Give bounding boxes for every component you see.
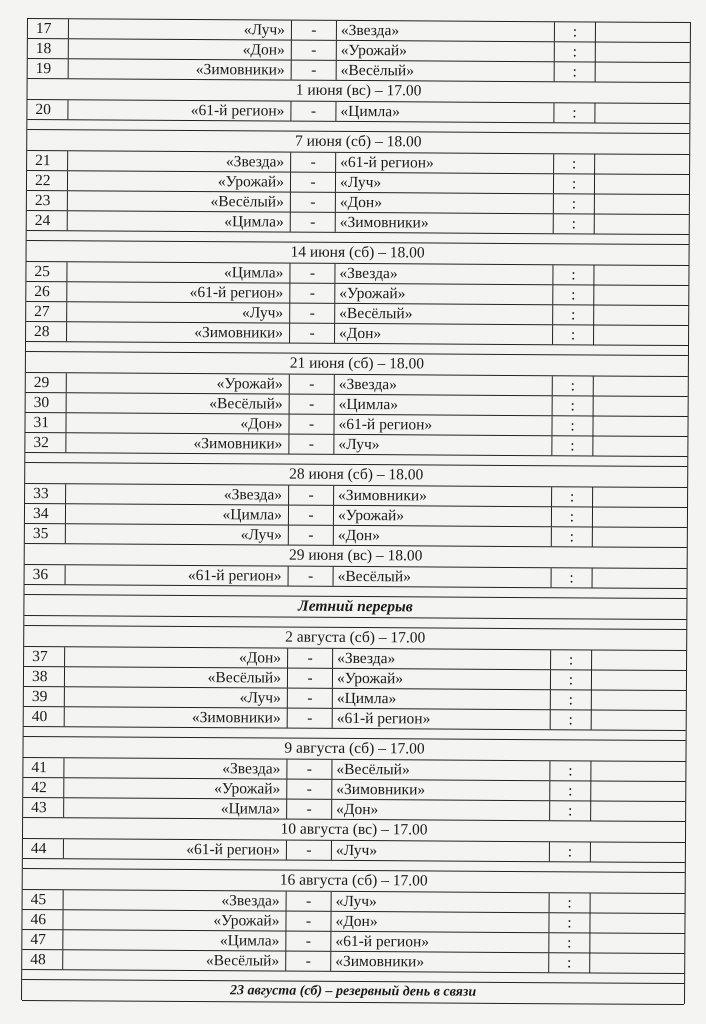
versus-dash: - <box>289 375 334 394</box>
home-team: «Зимовники» <box>64 707 287 727</box>
match-number: 17 <box>35 20 52 38</box>
score-cell: : <box>552 396 593 415</box>
match-number: 39 <box>31 688 48 706</box>
home-team: «Цимла» <box>63 798 286 818</box>
home-team: «61-й регион» <box>63 839 286 859</box>
versus-dash: - <box>289 304 334 323</box>
versus-dash: - <box>285 932 330 951</box>
away-team: «61-й регион» <box>335 153 553 173</box>
schedule-table <box>21 18 691 1004</box>
versus-dash: - <box>288 486 333 505</box>
note-cell <box>591 690 686 710</box>
note-cell <box>594 103 689 123</box>
match-number: 22 <box>34 172 51 190</box>
date-header: 29 июня (вс) – 18.00 <box>25 543 687 568</box>
home-team: «Зимовники» <box>68 59 291 79</box>
away-team: «Луч» <box>335 173 553 193</box>
date-header: 1 июня (вс) – 17.00 <box>28 78 690 103</box>
score-cell: : <box>554 22 595 41</box>
home-team: «Дон» <box>64 647 287 667</box>
home-team: «Луч» <box>68 19 291 39</box>
versus-dash: - <box>288 526 333 545</box>
home-team: «Цимла» <box>65 504 288 524</box>
versus-dash: - <box>289 284 334 303</box>
away-team: «Луч» <box>331 892 549 912</box>
note-cell <box>590 893 685 913</box>
score-cell: : <box>548 913 589 932</box>
note-cell <box>590 781 685 801</box>
away-team: «Урожай» <box>336 41 554 61</box>
score-cell: : <box>551 568 592 587</box>
note-cell <box>594 214 689 234</box>
match-number: 47 <box>30 931 46 949</box>
match-number: 37 <box>32 648 48 666</box>
score-cell: : <box>552 376 593 395</box>
away-team: «Зимовники» <box>335 213 553 233</box>
note-cell <box>589 913 684 933</box>
home-team: «Луч» <box>65 524 288 544</box>
home-team: «Луч» <box>64 687 287 707</box>
note-cell <box>595 42 690 62</box>
date-header: 14 июня (сб) – 18.00 <box>27 240 689 265</box>
note-cell <box>592 507 687 527</box>
date-header: 2 августа (сб) – 17.00 <box>24 625 686 650</box>
match-number: 31 <box>33 414 50 432</box>
match-number: 35 <box>32 525 49 543</box>
match-number: 33 <box>33 485 49 503</box>
home-team: «Урожай» <box>63 778 286 798</box>
versus-dash: - <box>290 213 335 232</box>
home-team: «Весёлый» <box>67 191 290 211</box>
match-number: 40 <box>31 708 48 726</box>
away-team: «Зимовники» <box>331 780 549 800</box>
score-cell: : <box>549 893 590 912</box>
home-team: «Звезда» <box>67 151 290 171</box>
note-cell <box>591 710 686 730</box>
versus-dash: - <box>290 173 335 192</box>
score-cell: : <box>553 103 594 122</box>
score-cell: : <box>551 507 592 526</box>
note-cell <box>593 305 688 325</box>
home-team: «Звезда» <box>65 484 288 504</box>
score-cell: : <box>548 933 589 952</box>
score-cell: : <box>549 842 590 861</box>
summer-break-label: Летний перерыв <box>24 594 686 619</box>
match-number: 41 <box>31 759 47 777</box>
home-team: «Луч» <box>66 302 289 322</box>
versus-dash: - <box>286 760 331 779</box>
versus-dash: - <box>289 395 334 414</box>
versus-dash: - <box>291 61 336 80</box>
note-cell <box>591 650 686 670</box>
score-cell: : <box>551 436 592 455</box>
match-number: 34 <box>32 505 49 523</box>
away-team: «Цимла» <box>332 689 550 709</box>
score-cell: : <box>549 761 590 780</box>
score-cell: : <box>551 527 592 546</box>
versus-dash: - <box>288 435 333 454</box>
match-number: 19 <box>35 60 52 78</box>
score-cell: : <box>552 325 593 344</box>
note-cell <box>593 376 688 396</box>
match-number: 45 <box>30 891 47 909</box>
away-team: «61-й регион» <box>333 415 551 435</box>
note-cell <box>594 174 689 194</box>
away-team: «Звезда» <box>334 264 552 284</box>
home-team: «Урожай» <box>66 373 289 393</box>
away-team: «Звезда» <box>334 375 552 395</box>
note-cell <box>594 154 689 174</box>
score-cell: : <box>552 305 593 324</box>
away-team: «Урожай» <box>333 506 551 526</box>
away-team: «Луч» <box>333 435 551 455</box>
match-number: 24 <box>34 212 51 230</box>
home-team: «Зимовники» <box>66 322 289 342</box>
home-team: «Цимла» <box>62 930 285 950</box>
home-team: «Весёлый» <box>62 950 285 970</box>
away-team: «Дон» <box>333 526 551 546</box>
note-cell <box>593 265 688 285</box>
home-team: «Звезда» <box>63 758 286 778</box>
away-team: «Весёлый» <box>333 567 551 587</box>
date-header: 9 августа (сб) – 17.00 <box>23 736 685 761</box>
home-team: «Урожай» <box>67 171 290 191</box>
score-cell: : <box>551 416 592 435</box>
home-team: «Дон» <box>65 413 288 433</box>
away-team: «Весёлый» <box>331 760 549 780</box>
match-number: 46 <box>30 911 47 929</box>
note-cell <box>592 436 687 456</box>
match-number: 25 <box>34 263 51 281</box>
versus-dash: - <box>287 669 332 688</box>
away-team: «61-й регион» <box>330 932 548 952</box>
note-cell <box>592 568 687 588</box>
match-number: 29 <box>33 374 50 392</box>
versus-dash: - <box>290 102 335 121</box>
score-cell: : <box>549 781 590 800</box>
match-number: 32 <box>33 434 49 452</box>
score-cell: : <box>554 62 595 81</box>
note-cell <box>589 933 684 953</box>
note-cell <box>595 62 690 82</box>
home-team: «61-й регион» <box>66 282 289 302</box>
date-header: 16 августа (сб) – 17.00 <box>23 868 685 893</box>
score-cell: : <box>550 690 591 709</box>
score-cell: : <box>551 487 592 506</box>
versus-dash: - <box>286 892 331 911</box>
note-cell <box>593 396 688 416</box>
away-team: «Весёлый» <box>334 304 552 324</box>
score-cell: : <box>549 801 590 820</box>
note-cell <box>589 953 684 973</box>
note-cell <box>592 527 687 547</box>
versus-dash: - <box>286 841 331 860</box>
date-header: 10 августа (вс) – 17.00 <box>23 817 685 842</box>
home-team: «61-й регион» <box>65 565 288 585</box>
score-cell: : <box>553 194 594 213</box>
match-number: 43 <box>31 799 47 817</box>
match-number: 30 <box>33 394 50 412</box>
match-number: 20 <box>35 101 51 119</box>
away-team: «Зимовники» <box>333 486 551 506</box>
versus-dash: - <box>288 506 333 525</box>
home-team: «Урожай» <box>62 910 285 930</box>
match-number: 44 <box>30 840 47 858</box>
reserve-day-note: 23 августа (сб) – резервный день в связи <box>22 979 684 1004</box>
versus-dash: - <box>288 567 333 586</box>
home-team: «61-й регион» <box>67 100 290 120</box>
note-cell <box>595 22 690 42</box>
match-number: 36 <box>32 566 49 584</box>
away-team: «Урожай» <box>334 284 552 304</box>
away-team: «Дон» <box>335 193 553 213</box>
match-number: 28 <box>34 323 50 341</box>
match-number: 48 <box>30 951 46 969</box>
match-number: 42 <box>31 779 47 797</box>
score-cell: : <box>548 953 589 972</box>
versus-dash: - <box>290 153 335 172</box>
date-header: 7 июня (сб) – 18.00 <box>27 129 689 154</box>
home-team: «Цимла» <box>66 262 289 282</box>
home-team: «Зимовники» <box>65 433 288 453</box>
match-number: 27 <box>34 303 50 321</box>
note-cell <box>591 670 686 690</box>
match-number: 18 <box>35 40 52 58</box>
match-number: 26 <box>34 283 50 301</box>
note-cell <box>590 842 685 862</box>
score-cell: : <box>550 710 591 729</box>
score-cell: : <box>553 154 594 173</box>
note-cell <box>592 416 687 436</box>
home-team: «Дон» <box>68 39 291 59</box>
match-number: 21 <box>35 152 51 170</box>
date-header: 21 июня (сб) – 18.00 <box>26 351 688 376</box>
score-cell: : <box>554 42 595 61</box>
score-cell: : <box>553 174 594 193</box>
away-team: «Весёлый» <box>336 61 554 81</box>
versus-dash: - <box>291 41 336 60</box>
versus-dash: - <box>286 780 331 799</box>
note-cell <box>593 325 688 345</box>
note-cell <box>590 801 685 821</box>
home-team: «Весёлый» <box>64 667 287 687</box>
note-cell <box>594 194 689 214</box>
date-header: 28 июня (сб) – 18.00 <box>25 462 687 487</box>
away-team: «Дон» <box>330 912 548 932</box>
note-cell <box>592 487 687 507</box>
versus-dash: - <box>288 415 333 434</box>
score-cell: : <box>550 650 591 669</box>
match-number: 23 <box>34 192 51 210</box>
home-team: «Весёлый» <box>66 393 289 413</box>
score-cell: : <box>550 670 591 689</box>
versus-dash: - <box>285 912 330 931</box>
versus-dash: - <box>285 952 330 971</box>
away-team: «61-й регион» <box>332 709 550 729</box>
away-team: «Дон» <box>331 800 549 820</box>
away-team: «Урожай» <box>332 669 550 689</box>
note-cell <box>590 761 685 781</box>
away-team: «Звезда» <box>332 649 550 669</box>
score-cell: : <box>552 265 593 284</box>
home-team: «Цимла» <box>67 211 290 231</box>
versus-dash: - <box>287 689 332 708</box>
versus-dash: - <box>289 324 334 343</box>
score-cell: : <box>553 214 594 233</box>
versus-dash: - <box>286 800 331 819</box>
score-cell: : <box>552 285 593 304</box>
away-team: «Цимла» <box>335 102 553 122</box>
away-team: «Цимла» <box>334 395 552 415</box>
away-team: «Луч» <box>331 841 549 861</box>
away-team: «Звезда» <box>336 21 554 41</box>
versus-dash: - <box>287 649 332 668</box>
versus-dash: - <box>290 193 335 212</box>
schedule-sheet <box>21 18 691 1022</box>
versus-dash: - <box>291 21 336 40</box>
match-number: 38 <box>31 668 48 686</box>
home-team: «Звезда» <box>63 890 286 910</box>
note-cell <box>593 285 688 305</box>
away-team: «Дон» <box>334 324 552 344</box>
versus-dash: - <box>287 709 332 728</box>
versus-dash: - <box>289 264 334 283</box>
away-team: «Зимовники» <box>330 952 548 972</box>
